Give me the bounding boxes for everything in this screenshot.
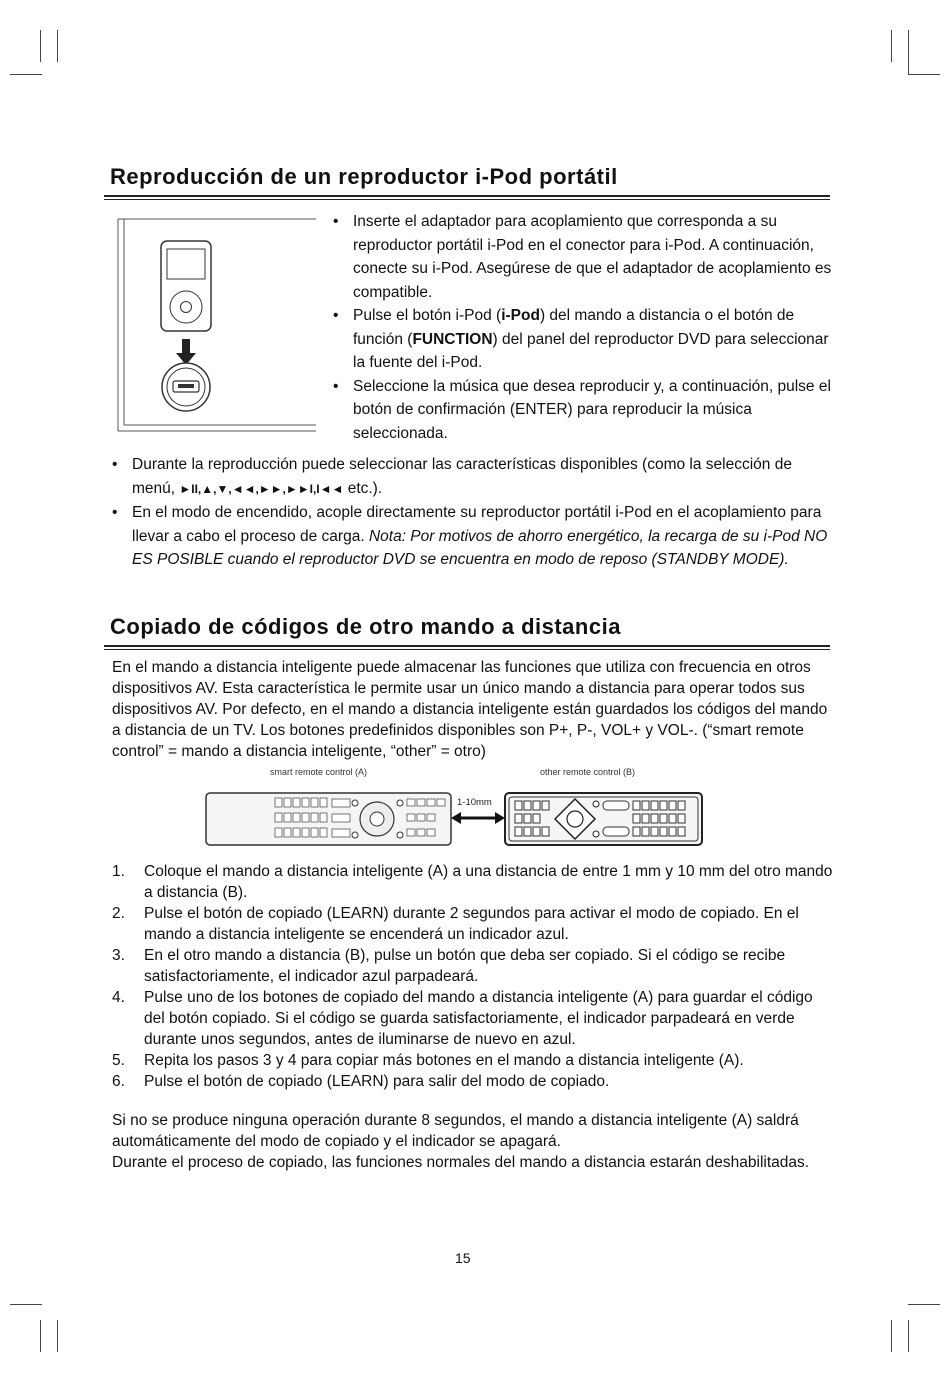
- caption-smart-remote: smart remote control (A): [270, 767, 368, 777]
- section-title-ipod: Reproducción de un reproductor i-Pod portátil: [110, 164, 618, 189]
- title-rule: [104, 199, 830, 200]
- step-number: 6.: [112, 1073, 125, 1090]
- list-item: [333, 304, 833, 375]
- note-text: Nota: Por motivos de ahorro energético, la recarga de su i-Pod NO ES POSIBLE cuando el reproductor DVD se encuentra en modo de reposo (STANDBY MODE).: [132, 527, 828, 568]
- function-key-label: FUNCTION: [412, 330, 493, 348]
- step-text: Pulse uno de los botones de copiado del mando a distancia inteligente (A) para guardar el código del botón copiado. Si el código se guarda satisfactoriamente, el indicador parpadeará en verde durante unos segundos, antes de iluminarse de nuevo en azul.: [144, 989, 813, 1048]
- ipod-dock-illustration: [116, 215, 318, 440]
- bullet-text: Inserte el adaptador para acoplamiento que corresponda a su reproductor portátil i-Pod en el conector para i-Pod. A continuación, conecte su i-Pod. Asegúrese de que el adaptador de acoplamiento es compatible.: [353, 213, 832, 301]
- section-title-learn: Copiado de códigos de otro mando a distancia: [110, 614, 621, 639]
- title-rule: [104, 645, 830, 647]
- list-item: [333, 210, 833, 304]
- step-number: 4.: [112, 989, 125, 1006]
- bullet-text: ) del mando a distancia o el botón de función (: [353, 307, 795, 348]
- closing-paragraph: Si no se produce ninguna operación durante 8 segundos, el mando a distancia inteligente (A) saldrá automáticamente del modo de copiado y el indicador se apagará. Durante el proceso de copiado, las funciones normales del mando a distancia estarán deshabilitadas.: [112, 1112, 810, 1171]
- bullet-text: Seleccione la música que desea reproducir y, a continuación, pulse el botón de confirmación (ENTER) para reproducir la música seleccionada.: [353, 377, 831, 442]
- learning-steps: [112, 861, 834, 1092]
- step-item: [112, 903, 834, 945]
- bullet-text: En el modo de encendido, acople directamente su reproductor portátil i-Pod en el acoplamiento para llevar a cabo el proceso de carga.: [132, 504, 822, 545]
- bullet-text: etc.).: [343, 479, 383, 497]
- step-text: Pulse el botón de copiado (LEARN) para salir del modo de copiado.: [144, 1073, 610, 1090]
- bullet-text: Pulse el botón i-Pod (: [353, 307, 502, 324]
- intro-paragraph: En el mando a distancia inteligente puede almacenar las funciones que utiliza con frecuencia en otros dispositivos AV. Esta característica le permite usar un único mando a distancia para operar todos sus dispositivos AV. Por defecto, en el mando a distancia inteligente están guardados los códigos del mando a distancia de un TV. Los botones predefinidos disponibles son P+, P-, VOL+ y VOL-. (“smart remote control” = mando a distancia inteligente, “other” = otro): [112, 659, 828, 760]
- step-number: 3.: [112, 947, 125, 964]
- step-number: 1.: [112, 863, 125, 880]
- playback-bullets: [112, 453, 834, 572]
- ipod-key-label: i-Pod: [501, 307, 540, 324]
- caption-other-remote: other remote control (B): [540, 767, 636, 777]
- step-number: 2.: [112, 905, 125, 922]
- list-item: [333, 375, 833, 446]
- list-item: [112, 501, 834, 572]
- step-item: [112, 987, 834, 1050]
- bullet-text: Durante la reproducción puede seleccionar las características disponibles (como la selección de menú,: [132, 456, 792, 497]
- ipod-bullets: [333, 210, 833, 445]
- step-item: [112, 1050, 834, 1071]
- list-item: [112, 453, 834, 501]
- step-text: Repita los pasos 3 y 4 para copiar más botones en el mando a distancia inteligente (A).: [144, 1052, 744, 1069]
- step-text: Coloque el mando a distancia inteligente (A) a una distancia de entre 1 mm y 10 mm del otro mando a distancia (B).: [144, 863, 833, 901]
- step-item: [112, 945, 834, 987]
- title-rule: [104, 649, 830, 650]
- step-number: 5.: [112, 1052, 125, 1069]
- remote-learning-illustration: [205, 785, 705, 851]
- step-item: [112, 1071, 834, 1092]
- step-item: [112, 861, 834, 903]
- bullet-text: ) del panel del reproductor DVD para seleccionar la fuente del i-Pod.: [353, 330, 829, 371]
- title-rule: [104, 195, 830, 197]
- step-text: En el otro mando a distancia (B), pulse un botón que deba ser copiado. Si el código se recibe satisfactoriamente, el indicador azul parpadeará.: [144, 947, 786, 985]
- step-text: Pulse el botón de copiado (LEARN) durante 2 segundos para activar el modo de copiado. En el mando a distancia inteligente se encenderá un indicador azul.: [144, 905, 799, 943]
- transport-symbols: ►II,▲,▼,◄◄,►►,►►I,I◄◄: [179, 481, 344, 496]
- page-number: 15: [455, 1250, 471, 1266]
- distance-label: 1-10mm: [457, 797, 492, 808]
